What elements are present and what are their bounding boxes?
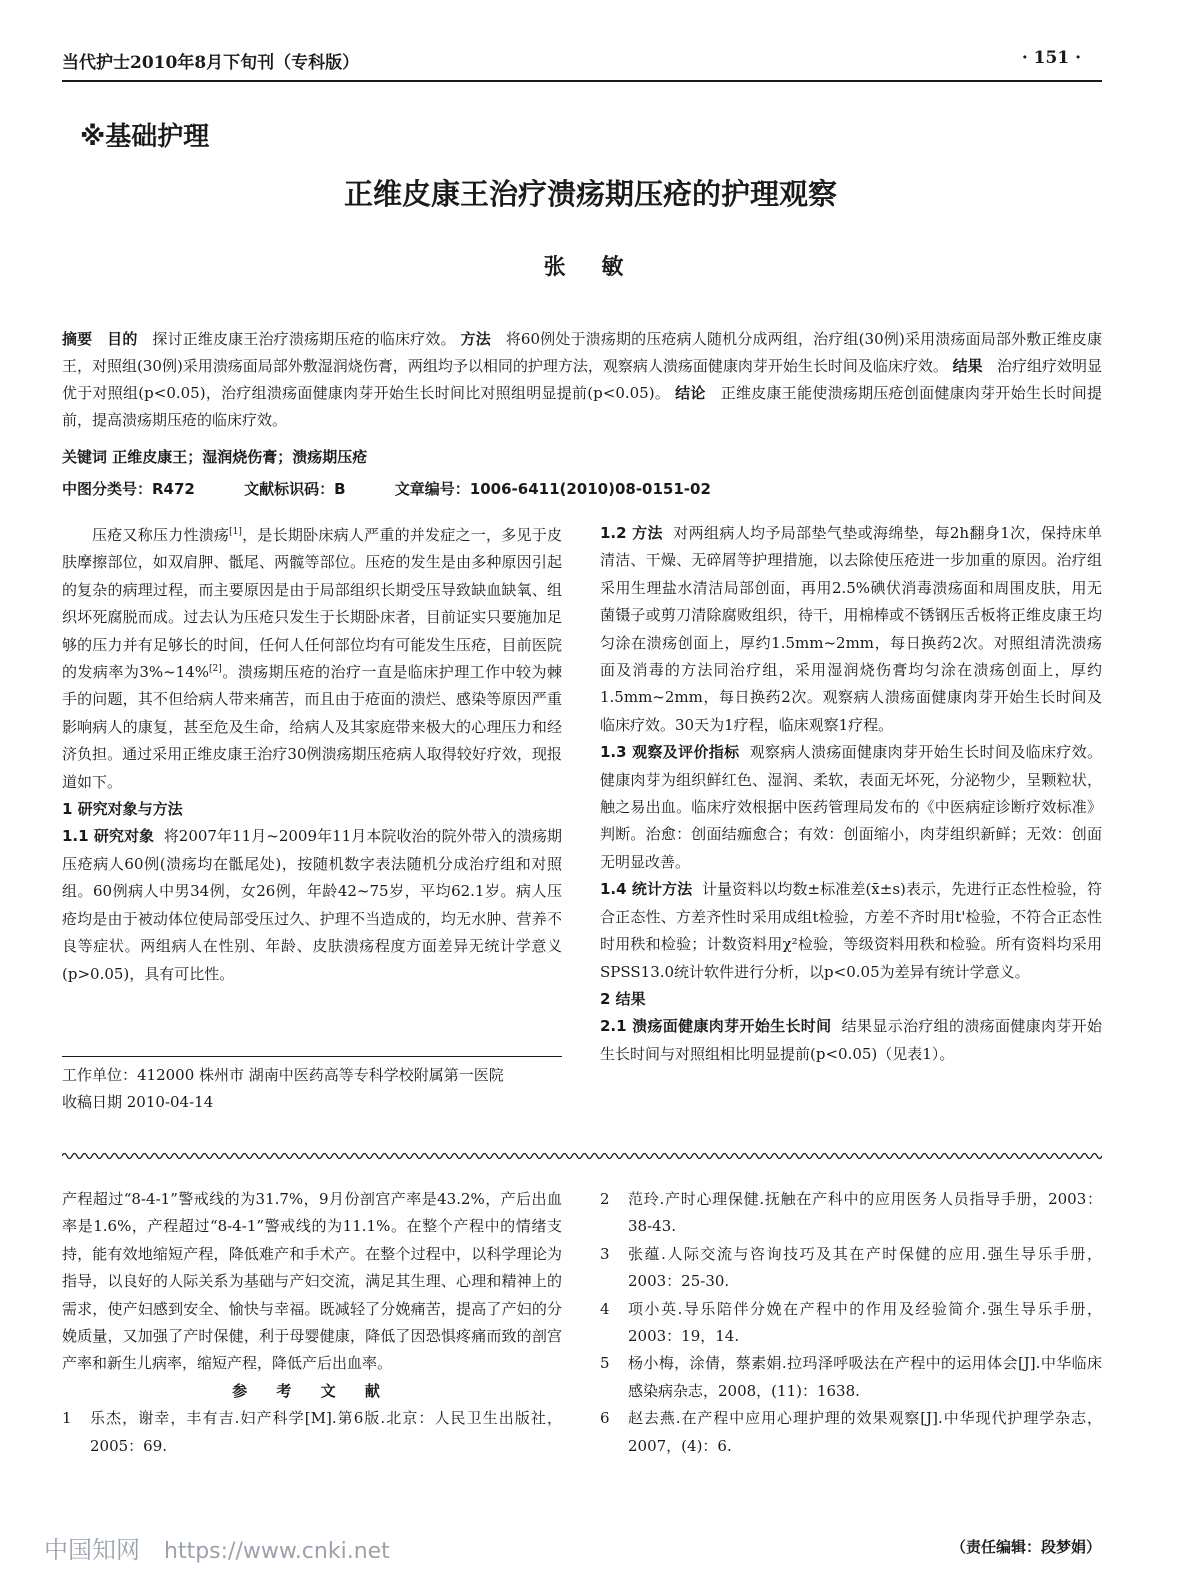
author: 张 敏 xyxy=(543,255,638,280)
lower-right-column xyxy=(600,1186,1102,1460)
reference-item xyxy=(600,1241,1102,1296)
citation-2: [2] xyxy=(209,664,222,675)
subsection-1-2-text: 对两组病人均予局部垫气垫或海绵垫，每2h翻身1次，保持床单清洁、干燥、无碎屑等护理措施，以去除使压疮进一步加重的原因。治疗组采用生理盐水清洁局部创面，再用2.5%碘伏消毒溃疡面和周围皮肤，用无菌镊子或剪刀清除腐败组织，待干，用棉棒或不锈钢压舌板将正维皮康王均匀涂在溃疡创面上，厚约1.5mm~2mm，每日换药2次。对照组清洗溃疡面及消毒的方法同治疗组，采用湿润烧伤膏均匀涂在溃疡创面上，厚约1.5mm~2mm，每日换药2次。观察病人溃疡面健康肉芽开始生长时间及临床疗效。30天为1疗程，临床观察1疗程。 xyxy=(600,524,1102,734)
body-left-column xyxy=(62,522,562,988)
reference-text: 乐杰，谢幸，丰有吉.妇产科学[M].第6版.北京：人民卫生出版社，2005：69. xyxy=(90,1409,562,1455)
reference-text: 张蕴.人际交流与咨询技巧及其在产时保健的应用.强生导乐手册，2003：25-30. xyxy=(628,1244,1102,1291)
clc-number: 中图分类号：R472 xyxy=(62,480,195,498)
intro-paragraph xyxy=(62,522,562,796)
subsection-1-4-text: 计量资料以均数±标准差(x̄±s)表示，先进行正态性检验，符合正态性、方差齐性时采用成组t检验，方差不齐时用t'检验，不符合正态性时用秩和检验；计数资料用χ²检验，等级资料用秩和检验。所有资料均采用SPSS13.0统计软件进行分析，以p<0.05为差异有统计学意义。 xyxy=(600,880,1102,981)
subsection-1-1-heading: 1.1 研究对象 xyxy=(62,827,155,846)
reference-text: 杨小梅，涂倩，蔡素娟.拉玛泽呼吸法在产程中的运用体会[J].中华临床感染病杂志，2008，(11)：1638. xyxy=(628,1354,1102,1400)
journal-header: 当代护士2010年8月下旬刊（专科版） xyxy=(62,53,360,73)
lower-left-column xyxy=(62,1186,562,1460)
subsection-2-1 xyxy=(600,1013,1102,1068)
intro-text-2: ，是长期卧床病人严重的并发症之一，多见于皮肤摩擦部位，如双肩胛、骶尾、两髋等部位。压疮的发生是由多种原因引起的复杂的病理过程，而主要原因是由于局部组织长期受压导致缺血缺氧、组织坏死腐脱而成。过去认为压疮只发生于长期卧床者，目前证实只要施加足够的压力并有足够长的时间，任何人任何部位均有可能发生压疮，目前医院的发病率为3%~14% xyxy=(62,526,562,682)
result-text: 治疗组疗效明显优于对照组(p<0.05)，治疗组溃疡面健康肉芽开始生长时间比对照组明显提前(p<0.05)。 xyxy=(62,357,1102,402)
citation-1: [1] xyxy=(229,527,242,537)
result-label: 结果 xyxy=(952,357,983,375)
intro-text-3: 。溃疡期压疮的治疗一直是临床护理工作中较为棘手的问题，其不但给病人带来痛苦，而且由于疮面的溃烂、感染等原因严重影响病人的康复，甚至危及生命，给病人及其家庭带来极大的心理压力和经济负担。通过采用正维皮康王治疗30例溃疡期压疮病人取得较好疗效，现报道如下。 xyxy=(62,663,562,791)
reference-item xyxy=(600,1350,1102,1405)
reference-item xyxy=(62,1405,562,1460)
reference-number: 6 xyxy=(600,1409,610,1428)
intro-text-1: 压疮又称压力性溃疡 xyxy=(92,526,230,544)
header-rule xyxy=(62,80,1102,82)
method-text: 将60例处于溃疡期的压疮病人随机分成两组，治疗组(30例)采用溃疡面局部外敷正维皮康王，对照组(30例)采用溃疡面局部外敷湿润烧伤膏，两组均予以相同的护理方法，观察病人溃疡面健康肉芽开始生长时间及临床疗效。 xyxy=(62,330,1102,375)
watermark-url: https://www.cnki.net xyxy=(164,1539,390,1564)
subsection-1-3-text: 观察病人溃疡面健康肉芽开始生长时间及临床疗效。健康肉芽为组织鲜红色、湿润、柔软，表面无坏死，分泌物少，呈颗粒状，触之易出血。临床疗效根据中医药管理局发布的《中医病症诊断疗效标准》判断。治愈：创面结痂愈合；有效：创面缩小，肉芽组织新鲜；无效：创面无明显改善。 xyxy=(600,743,1102,871)
subsection-1-4 xyxy=(600,876,1102,986)
reference-item xyxy=(600,1296,1102,1351)
reference-text: 项小英.导乐陪伴分娩在产程中的作用及经验简介.强生导乐手册，2003：19，14. xyxy=(628,1299,1102,1346)
body-right-column xyxy=(600,520,1102,1068)
reference-number: 1 xyxy=(62,1409,72,1428)
article-title: 正维皮康王治疗溃疡期压疮的护理观察 xyxy=(343,177,837,211)
subsection-2-1-heading: 2.1 溃疡面健康肉芽开始生长时间 xyxy=(600,1017,832,1036)
reference-number: 2 xyxy=(600,1190,610,1208)
article-number: 文章编号：1006-6411(2010)08-0151-02 xyxy=(394,480,711,498)
subsection-2-1-text: 结果显示治疗组的溃疡面健康肉芽开始生长时间与对照组相比明显提前(p<0.05)（见表1）。 xyxy=(600,1017,1102,1063)
section-tag: ※基础护理 xyxy=(80,122,210,152)
subsection-1-1 xyxy=(62,823,562,987)
cnki-watermark xyxy=(44,1530,390,1565)
page-number: · 151 · xyxy=(1021,48,1081,68)
subsection-1-3 xyxy=(600,739,1102,876)
abstract-label: 摘要 xyxy=(62,330,93,348)
document-code: 文献标识码：B xyxy=(244,480,346,498)
subsection-1-1-text: 将2007年11月~2009年11月本院收治的院外带入的溃疡期压疮病人60例(溃疡均在骶尾处)，按随机数字表法随机分成治疗组和对照组。60例病人中男34例，女26例，年龄42~75岁，平均62.1岁。病人压疮均是由于被动体位使局部受压过久、护理不当造成的，均无水肿、营养不良等症状。两组病人在性别、年龄、皮肤溃疡程度方面差异无统计学意义(p>0.05)，具有可比性。 xyxy=(62,827,562,983)
method-label: 方法 xyxy=(460,330,491,348)
heading-results: 2 结果 xyxy=(600,989,646,1008)
subsection-1-4-heading: 1.4 统计方法 xyxy=(600,880,693,899)
keywords: 关键词 正维皮康王；湿润烧伤膏；溃疡期压疮 xyxy=(62,448,368,466)
references-title: 参 考 文 献 xyxy=(232,1381,392,1400)
subsection-1-3-heading: 1.3 观察及评价指标 xyxy=(600,743,740,762)
received-date: 收稿日期 2010-04-14 xyxy=(62,1093,214,1111)
reference-number: 4 xyxy=(600,1299,610,1318)
objective-label: 目的 xyxy=(107,330,138,348)
watermark-brand: 中国知网 xyxy=(44,1536,140,1564)
conclusion-text: 正维皮康王能使溃疡期压疮创面健康肉芽开始生长时间提前，提高溃疡期压疮的临床疗效。 xyxy=(62,384,1102,429)
heading-methods: 1 研究对象与方法 xyxy=(62,800,183,819)
footnote-rule xyxy=(62,1056,562,1057)
reference-number: 5 xyxy=(600,1354,610,1373)
footnote xyxy=(62,1062,562,1116)
reference-item xyxy=(600,1186,1102,1241)
subsection-1-2-heading: 1.2 方法 xyxy=(600,524,663,542)
wavy-separator xyxy=(62,1150,1102,1162)
conclusion-label: 结论 xyxy=(675,384,706,402)
previous-article-tail: 产程超过“8-4-1”警戒线的为31.7%，9月份剖宫产率是43.2%，产后出血率是1.6%，产程超过“8-4-1”警戒线的为11.1%。在整个产程中的情绪支持，能有效地缩短产程，降低难产和手术产。在整个过程中，以科学理论为指导，以良好的人际关系为基础与产妇交流，满足其生理、心理和精神上的需求，使产妇感到安全、愉快与幸福。既减轻了分娩痛苦，提高了产妇的分娩质量，又加强了产时保健，利于母婴健康，降低了因恐惧疼痛而致的剖宫产率和新生儿病率，缩短产程，降低产后出血率。 xyxy=(62,1190,562,1373)
classification xyxy=(62,476,1102,503)
subsection-1-2 xyxy=(600,520,1102,739)
reference-item xyxy=(600,1405,1102,1460)
reference-number: 3 xyxy=(600,1244,610,1263)
reference-text: 赵去燕.在产程中应用心理护理的效果观察[J].中华现代护理学杂志，2007，(4)：6. xyxy=(628,1409,1102,1455)
responsible-editor: （责任编辑：段梦娟） xyxy=(950,1538,1101,1556)
abstract xyxy=(62,326,1102,434)
reference-text: 范玲.产时心理保健.抚触在产科中的应用医务人员指导手册，2003：38-43. xyxy=(628,1190,1102,1236)
affiliation: 工作单位：412000 株州市 湖南中医药高等专科学校附属第一医院 xyxy=(62,1066,504,1084)
objective-text: 探讨正维皮康王治疗溃疡期压疮的临床疗效。 xyxy=(152,330,456,348)
